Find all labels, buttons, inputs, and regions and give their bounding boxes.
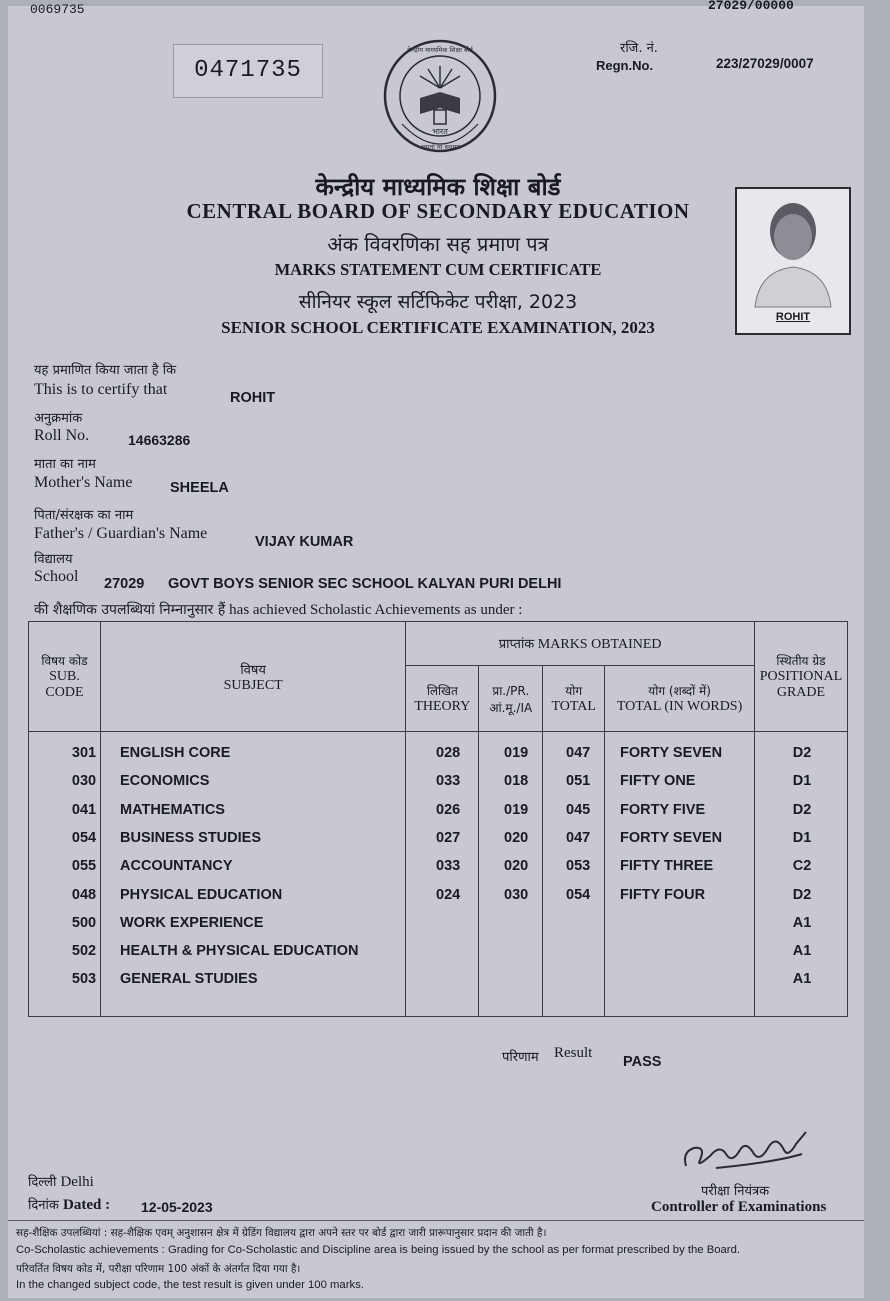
roll-number: 14663286 xyxy=(128,432,191,448)
result-label: Result xyxy=(554,1045,593,1061)
cell-subject: MATHEMATICS xyxy=(120,801,225,818)
footer-line-4: In the changed subject code, the test result is given under 100 marks. xyxy=(16,1279,364,1291)
cell-code: 030 xyxy=(71,773,97,790)
place: दिल्ली Delhi xyxy=(28,1174,94,1190)
roll-label-hindi: अनुक्रमांक xyxy=(34,411,83,426)
board-name-hindi: केन्द्रीय माध्यमिक शिक्षा बोर्ड xyxy=(315,173,561,201)
cell-subject: HEALTH & PHYSICAL EDUCATION xyxy=(120,943,359,960)
cell-code: 503 xyxy=(71,971,97,988)
cell-total: 047 xyxy=(566,829,591,846)
cell-pr: 020 xyxy=(504,829,529,846)
footer-divider xyxy=(8,1220,864,1221)
cell-theory: 027 xyxy=(436,829,461,846)
candidate-photo xyxy=(735,187,851,335)
cell-code: 301 xyxy=(71,745,97,761)
result-label-hindi: परिणाम xyxy=(502,1050,539,1065)
photo-caption: ROHIT xyxy=(775,311,811,323)
date-line: दिनांक Dated : xyxy=(28,1197,111,1213)
cell-subject: ACCOUNTANCY xyxy=(120,858,233,875)
doc-title: MARKS STATEMENT CUM CERTIFICATE xyxy=(274,260,602,279)
cell-code: 055 xyxy=(71,858,97,875)
cell-grade: D2 xyxy=(792,745,812,761)
school-code: 27029 xyxy=(104,576,145,592)
footer-line-1: सह-शैक्षिक उपलब्धियां : सह-शैक्षिक एवम् अनुशासन क्षेत्र में ग्रेडिंग विद्यालय द्वारा अपने स्तर पर बोर्ड द्वारा जारी प्रारूपानुसार प्रदान की जाती है। xyxy=(16,1227,547,1239)
cell-words: FIFTY ONE xyxy=(620,773,696,790)
cell-pr: 019 xyxy=(504,801,529,818)
footer-line-3: परिवर्तित विषय कोड में, परीक्षा परिणाम 100 अंकों के अंतर्गत दिया गया है। xyxy=(16,1263,301,1275)
cell-grade: D2 xyxy=(792,886,812,903)
marks-obtained-header: प्राप्तांक MARKS OBTAINED xyxy=(406,622,755,666)
cell-code: 054 xyxy=(71,829,97,846)
cell-theory: 033 xyxy=(436,858,461,875)
cell-words: FORTY SEVEN xyxy=(620,745,723,761)
cell-pr: 018 xyxy=(504,773,529,790)
cell-grade: D2 xyxy=(792,801,812,818)
exam-title-hindi: सीनियर स्कूल सर्टिफिकेट परीक्षा, 2023 xyxy=(298,291,578,313)
cell-theory: 028 xyxy=(436,745,461,761)
cell-subject: GENERAL STUDIES xyxy=(120,971,258,988)
cell-total: 047 xyxy=(566,745,591,761)
emblem-motto: असतो मा सद्गमय xyxy=(420,143,460,151)
cell-subject: ECONOMICS xyxy=(120,773,210,790)
father-label-hindi: पिता/संरक्षक का नाम xyxy=(34,508,134,523)
candidate-name: ROHIT xyxy=(230,390,276,406)
cell-code: 500 xyxy=(71,914,97,931)
mother-label: Mother's Name xyxy=(34,474,133,491)
board-name: CENTRAL BOARD OF SECONDARY EDUCATION xyxy=(186,199,690,223)
mother-name: SHEELA xyxy=(170,480,229,496)
footer-line-2: Co-Scholastic achievements : Grading for Co-Scholastic and Discipline area is being issued by the school as per format prescribed by the Board. xyxy=(16,1244,740,1256)
roll-label: Roll No. xyxy=(34,427,90,444)
cell-pr: 020 xyxy=(504,858,529,875)
achievement-line-english: has achieved Scholastic Achievements as under : xyxy=(229,602,523,618)
cell-subject: WORK EXPERIENCE xyxy=(120,914,264,931)
cell-words: FORTY SEVEN xyxy=(620,829,723,846)
cell-pr: 030 xyxy=(504,886,529,903)
candidate-portrait xyxy=(737,189,849,307)
issue-date: 12-05-2023 xyxy=(141,1199,213,1215)
result-value: PASS xyxy=(623,1054,662,1070)
school-name: GOVT BOYS SENIOR SEC SCHOOL KALYAN PURI DELHI xyxy=(168,576,562,592)
controller-label-hindi: परीक्षा नियंत्रक xyxy=(701,1184,770,1199)
controller-label: Controller of Examinations xyxy=(651,1199,827,1215)
father-name: VIJAY KUMAR xyxy=(255,534,354,550)
cell-grade: C2 xyxy=(792,858,812,875)
subject-header: विषय SUBJECT xyxy=(100,622,405,732)
cell-pr: 019 xyxy=(504,745,529,761)
cell-theory: 033 xyxy=(436,773,461,790)
achievement-line xyxy=(34,600,522,619)
theory-header: लिखित THEORY xyxy=(406,666,479,732)
school-label: School xyxy=(34,568,79,585)
cell-subject: BUSINESS STUDIES xyxy=(120,829,261,846)
top-stub-left: 0069735 xyxy=(30,2,85,17)
emblem-top-text: केन्द्रीय माध्यमिक शिक्षा बोर्ड xyxy=(407,46,473,54)
cell-grade: A1 xyxy=(792,914,812,931)
cell-code: 048 xyxy=(71,886,97,903)
mother-label-hindi: माता का नाम xyxy=(34,457,96,472)
cell-grade: A1 xyxy=(792,971,812,988)
exam-title: SENIOR SCHOOL CERTIFICATE EXAMINATION, 2023 xyxy=(221,318,655,337)
cell-theory: 024 xyxy=(436,886,461,903)
certify-label-hindi: यह प्रमाणित किया जाता है कि xyxy=(34,363,177,378)
cell-grade: A1 xyxy=(792,943,812,960)
cell-words: FORTY FIVE xyxy=(620,801,706,818)
controller-signature xyxy=(676,1124,826,1179)
emblem-bottom-text: भारत xyxy=(432,127,448,136)
certify-label: This is to certify that xyxy=(34,381,168,398)
cell-code: 041 xyxy=(71,801,97,818)
top-stub-right: 27029/00000 xyxy=(708,0,794,13)
cell-grade: D1 xyxy=(792,829,812,846)
practical-header: प्रा./PR. आं.मू./IA xyxy=(479,666,543,732)
serial-number: 0471735 xyxy=(173,44,323,98)
cell-total: 054 xyxy=(566,886,591,903)
achievement-line-hindi: की शैक्षणिक उपलब्धियां निम्नानुसार हैं xyxy=(34,602,226,618)
cell-theory: 026 xyxy=(436,801,461,818)
cell-grade: D1 xyxy=(792,773,812,790)
cell-subject: ENGLISH CORE xyxy=(120,745,231,761)
cell-words: FIFTY FOUR xyxy=(620,886,706,903)
cell-total: 045 xyxy=(566,801,591,818)
certificate-page xyxy=(8,0,864,1298)
regn-number: 223/27029/0007 xyxy=(716,56,814,71)
cell-words: FIFTY THREE xyxy=(620,858,714,875)
school-label-hindi: विद्यालय xyxy=(34,552,73,567)
cell-subject: PHYSICAL EDUCATION xyxy=(120,886,283,903)
cell-total: 051 xyxy=(566,773,591,790)
cell-total: 053 xyxy=(566,858,591,875)
grade-header: स्थितीय ग्रेड POSITIONAL GRADE xyxy=(754,622,847,732)
subcode-header: विषय कोड SUB. CODE xyxy=(29,622,101,732)
regn-label-hi: रजि. नं. xyxy=(620,41,658,56)
total-header: योग TOTAL xyxy=(543,666,605,732)
regn-label: Regn.No. xyxy=(596,58,654,73)
father-label: Father's / Guardian's Name xyxy=(34,525,208,542)
cbse-emblem xyxy=(380,36,500,158)
total-words-header: योग (शब्दों में) TOTAL (IN WORDS) xyxy=(605,666,755,732)
cell-code: 502 xyxy=(71,943,97,960)
doc-title-hindi: अंक विवरणिका सह प्रमाण पत्र xyxy=(327,232,549,256)
